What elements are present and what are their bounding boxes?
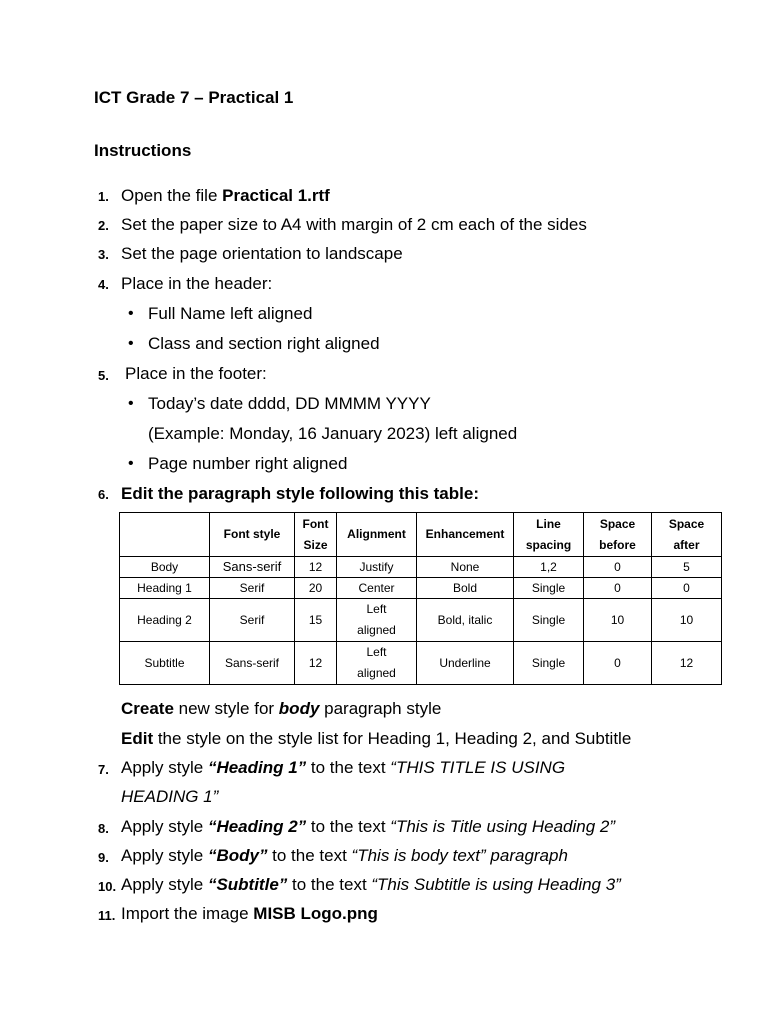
item-number: 7.	[98, 762, 109, 777]
item-number: 6.	[98, 487, 109, 502]
bullet-icon: •	[128, 335, 134, 352]
instruction-item-10: Apply style “Subtitle” to the text “This Subtitle is using Heading 3”	[121, 875, 621, 894]
create-style-line: Create new style for body paragraph style	[121, 699, 442, 718]
instruction-item-7-continuation: HEADING 1”	[121, 787, 219, 806]
space-before-cell: 0	[584, 557, 652, 578]
item-number: 5.	[98, 368, 109, 383]
header-alignment: Alignment	[337, 513, 417, 557]
bullet-item: Today’s date dddd, DD MMMM YYYY	[148, 394, 431, 413]
space-after-cell: 0	[652, 578, 722, 599]
header-font-style: Font style	[210, 513, 295, 557]
header-font-size: Font Size	[295, 513, 337, 557]
header-space-after: Space after	[652, 513, 722, 557]
instruction-item-4: Place in the header:	[121, 274, 273, 293]
bullet-icon: •	[128, 305, 134, 322]
bullet-item: Full Name left aligned	[148, 304, 313, 323]
enhancement-cell: Bold, italic	[417, 599, 514, 642]
bullet-icon: •	[128, 455, 134, 472]
style-name: Heading 2	[120, 599, 210, 642]
space-after-cell: 5	[652, 557, 722, 578]
font-size-cell: 12	[295, 557, 337, 578]
font-size-cell: 12	[295, 642, 337, 685]
item-number: 1.	[98, 189, 109, 204]
item-number: 8.	[98, 821, 109, 836]
table-row	[120, 557, 722, 578]
file-name: Practical 1.rtf	[222, 186, 330, 205]
instruction-item-8: Apply style “Heading 2” to the text “This is Title using Heading 2”	[121, 817, 616, 836]
instruction-item-6: Edit the paragraph style following this table:	[121, 484, 479, 503]
alignment-cell: Left aligned	[337, 599, 417, 642]
space-before-cell: 0	[584, 642, 652, 685]
line-spacing-cell: 1,2	[514, 557, 584, 578]
instruction-item-7: Apply style “Heading 1” to the text “THIS TITLE IS USING	[121, 758, 566, 777]
line-spacing-cell: Single	[514, 642, 584, 685]
instruction-item-1	[121, 186, 330, 206]
bullet-item: Class and section right aligned	[148, 334, 380, 353]
style-name: Subtitle	[120, 642, 210, 685]
item-number: 10.	[98, 879, 117, 894]
paragraph-style-table	[119, 512, 722, 685]
instructions-heading: Instructions	[94, 141, 192, 160]
item-number: 2.	[98, 218, 109, 233]
style-name: Heading 1	[120, 578, 210, 599]
font-style-cell: Serif	[210, 599, 295, 642]
item-number: 11.	[98, 908, 116, 923]
instruction-item-3: Set the page orientation to landscape	[121, 244, 403, 263]
space-before-cell: 10	[584, 599, 652, 642]
bullet-item: Page number right aligned	[148, 454, 348, 473]
item-number: 9.	[98, 850, 109, 865]
table-row	[120, 599, 722, 642]
document-title: ICT Grade 7 – Practical 1	[94, 88, 294, 107]
enhancement-cell: None	[417, 557, 514, 578]
space-before-cell: 0	[584, 578, 652, 599]
instruction-item-11: Import the image MISB Logo.png	[121, 904, 378, 923]
line-spacing-cell: Single	[514, 578, 584, 599]
alignment-cell: Center	[337, 578, 417, 599]
alignment-cell: Left aligned	[337, 642, 417, 685]
space-after-cell: 12	[652, 642, 722, 685]
instruction-item-9: Apply style “Body” to the text “This is body text” paragraph	[121, 846, 568, 865]
edit-style-line: Edit the style on the style list for Heading 1, Heading 2, and Subtitle	[121, 729, 632, 748]
alignment-cell: Justify	[337, 557, 417, 578]
instruction-item-5: Place in the footer:	[125, 364, 267, 383]
item-number: 3.	[98, 247, 109, 262]
enhancement-cell: Bold	[417, 578, 514, 599]
table-header-row	[120, 513, 722, 557]
header-blank	[120, 513, 210, 557]
enhancement-cell: Underline	[417, 642, 514, 685]
bullet-item-continuation: (Example: Monday, 16 January 2023) left aligned	[148, 424, 518, 443]
item-number: 4.	[98, 277, 109, 292]
table-row	[120, 578, 722, 599]
font-style-cell: Sans-serif	[210, 557, 295, 578]
instruction-text: Open the file	[121, 186, 223, 205]
font-style-cell: Sans-serif	[210, 642, 295, 685]
header-line-spacing: Line spacing	[514, 513, 584, 557]
space-after-cell: 10	[652, 599, 722, 642]
table-row	[120, 642, 722, 685]
font-size-cell: 20	[295, 578, 337, 599]
style-name: Body	[120, 557, 210, 578]
bullet-icon: •	[128, 395, 134, 412]
header-enhancement: Enhancement	[417, 513, 514, 557]
font-size-cell: 15	[295, 599, 337, 642]
instruction-item-2: Set the paper size to A4 with margin of 2 cm each of the sides	[121, 215, 587, 234]
font-style-cell: Serif	[210, 578, 295, 599]
header-space-before: Space before	[584, 513, 652, 557]
line-spacing-cell: Single	[514, 599, 584, 642]
